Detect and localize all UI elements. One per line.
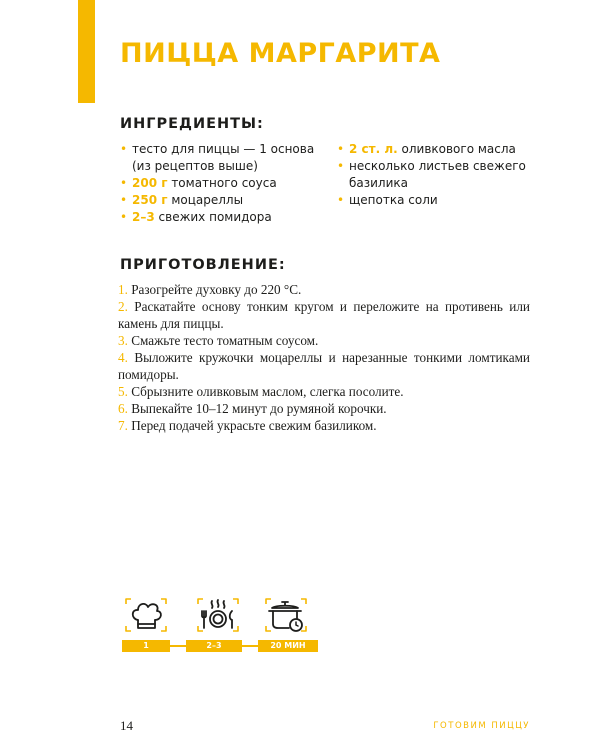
ingredients-list-right (337, 141, 537, 209)
servings-label: 1 (122, 640, 170, 652)
running-footer: ГОТОВИМ ПИЦЦУ (433, 721, 530, 731)
accent-bar (78, 0, 95, 103)
ingredient-item: • несколько листьев свежего базилика (337, 158, 537, 192)
ingredient-item: • 2 ст. л. оливкового масла (337, 141, 537, 158)
step-item: 4. Выложите кружочки моцареллы и нарезанные тонкими ломтиками помидоры. (118, 350, 530, 382)
ingredients-heading: ИНГРЕДИЕНТЫ: (120, 116, 264, 132)
chef-hat-icon (122, 596, 170, 634)
step-item: 1. Разогрейте духовку до 220 °C. (118, 282, 302, 297)
portions-label: 2–3 (186, 640, 242, 652)
ingredient-item: • 2–3 свежих помидора (120, 209, 320, 226)
plate-cutlery-icon (194, 596, 242, 634)
step-item: 3. Смажьте тесто томатным соусом. (118, 333, 319, 348)
preparation-heading: ПРИГОТОВЛЕНИЕ: (120, 257, 286, 273)
divider (242, 645, 258, 647)
step-item: 7. Перед подачей украсьте свежим базиликом. (118, 418, 377, 433)
ingredient-item: • 200 г томатного соуса (120, 175, 320, 192)
recipe-info-icons (122, 596, 322, 654)
step-item: 6. Выпекайте 10–12 минут до румяной корочки. (118, 401, 387, 416)
page-number: 14 (120, 718, 133, 733)
pot-timer-icon (262, 596, 310, 634)
step-item: 2. Раскатайте основу тонким кругом и переложите на противень или камень для пиццы. (118, 299, 530, 331)
cook-time-label: 20 МИН (258, 640, 318, 652)
page-title: ПИЦЦА МАРГАРИТА (120, 38, 441, 69)
divider (170, 645, 186, 647)
ingredients-list-left (120, 141, 320, 226)
ingredient-item: • щепотка соли (337, 192, 537, 209)
ingredient-item: • 250 г моцареллы (120, 192, 320, 209)
ingredient-item: • тесто для пиццы — 1 основа (из рецептов выше) (120, 141, 320, 175)
step-item: 5. Сбрызните оливковым маслом, слегка посолите. (118, 384, 404, 399)
preparation-steps (118, 281, 530, 434)
